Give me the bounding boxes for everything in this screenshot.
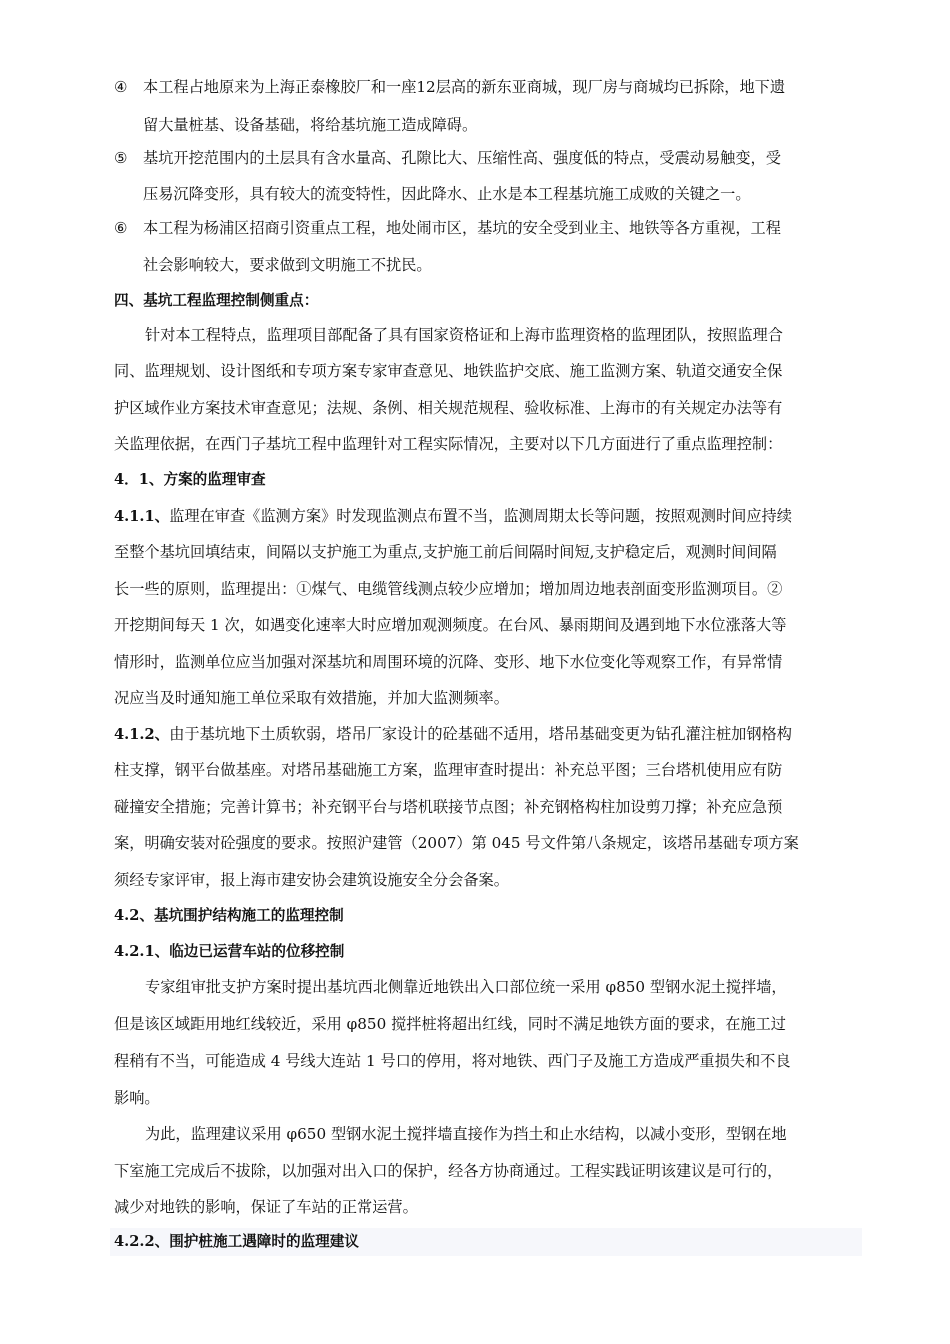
paragraph-label: 4.1.2、 bbox=[114, 726, 170, 743]
paragraph-line: 长一些的原则，监理提出：①煤气、电缆管线测点较少应增加；增加周边地表剖面变形监测项目。② bbox=[114, 580, 783, 598]
item-text-line: 基坑开挖范围内的土层具有含水量高、孔隙比大、压缩性高、强度低的特点，受震动易触变，受 bbox=[143, 149, 781, 167]
paragraph-line: 案，明确安装对砼强度的要求。按照沪建管（2007）第 045 号文件第八条规定，该塔吊基础专项方案 bbox=[114, 834, 799, 852]
item-number: ⑥ bbox=[114, 219, 128, 237]
paragraph-line: 影响。 bbox=[114, 1089, 160, 1107]
paragraph-line: 为此，监理建议采用 φ650 型钢水泥土搅拌墙直接作为挡土和止水结构，以减小变形，型钢在地 bbox=[145, 1125, 787, 1143]
paragraph-line: 关监理依据，在西门子基坑工程中监理针对工程实际情况，主要对以下几方面进行了重点监理控制： bbox=[114, 435, 783, 453]
paragraph-text: 由于基坑地下土质软弱，塔吊厂家设计的砼基础不适用，塔吊基础变更为钻孔灌注桩加钢格构 bbox=[169, 725, 792, 743]
item-text-line: 压易沉降变形，具有较大的流变特性，因此降水、止水是本工程基坑施工成败的关键之一。 bbox=[143, 185, 751, 203]
paragraph-line: 护区域作业方案技术审查意见；法规、条例、相关规范规程、验收标准、上海市的有关规定办法等有 bbox=[114, 399, 783, 417]
paragraph-line: 减少对地铁的影响，保证了车站的正常运营。 bbox=[114, 1198, 418, 1216]
paragraph-line: 专家组审批支护方案时提出基坑西北侧靠近地铁出入口部位统一采用 φ850 型钢水泥土搅拌墙， bbox=[145, 978, 787, 996]
subsection-heading: 4．1、方案的监理审查 bbox=[114, 471, 266, 488]
item-text-line: 留大量桩基、设备基础，将给基坑施工造成障碍。 bbox=[143, 116, 478, 134]
paragraph-line: 况应当及时通知施工单位采取有效措施，并加大监测频率。 bbox=[114, 689, 509, 707]
item-text-line: 本工程占地原来为上海正泰橡胶厂和一座12层高的新东亚商城，现厂房与商城均已拆除，地下遗 bbox=[143, 78, 786, 96]
paragraph-line bbox=[114, 505, 792, 528]
paragraph-line bbox=[114, 723, 792, 746]
item-text-line: 社会影响较大，要求做到文明施工不扰民。 bbox=[143, 256, 432, 274]
paragraph-line: 程稍有不当，可能造成 4 号线大连站 1 号口的停用，将对地铁、西门子及施工方造成严重损失和不良 bbox=[114, 1052, 791, 1070]
paragraph-line: 碰撞安全措施；完善计算书；补充钢平台与塔机联接节点图；补充钢格构柱加设剪刀撑；补充应急预 bbox=[114, 798, 783, 816]
subsection-heading: 4.2.2、围护桩施工遇障时的监理建议 bbox=[114, 1233, 359, 1250]
paragraph-line: 但是该区域距用地红线较近，采用 φ850 搅拌桩将超出红线，同时不满足地铁方面的要求，在施工过 bbox=[114, 1015, 786, 1033]
paragraph-line: 针对本工程特点，监理项目部配备了具有国家资格证和上海市监理资格的监理团队，按照监理合 bbox=[145, 326, 783, 344]
item-number: ⑤ bbox=[114, 149, 128, 167]
subsection-heading: 4.2.1、临边已运营车站的位移控制 bbox=[114, 943, 345, 960]
paragraph-text: 监理在审查《监测方案》时发现监测点布置不当，监测周期太长等问题，按照观测时间应持续 bbox=[169, 507, 792, 525]
item-text-line: 本工程为杨浦区招商引资重点工程，地处闹市区，基坑的安全受到业主、地铁等各方重视，工程 bbox=[143, 219, 781, 237]
subsection-heading: 4.2、基坑围护结构施工的监理控制 bbox=[114, 907, 344, 924]
section-heading: 四、基坑工程监理控制侧重点： bbox=[114, 292, 319, 309]
paragraph-line: 至整个基坑回填结束，间隔以支护施工为重点,支护施工前后间隔时间短,支护稳定后，观测时间间隔 bbox=[114, 543, 777, 561]
paragraph-line: 同、监理规划、设计图纸和专项方案专家审查意见、地铁监护交底、施工监测方案、轨道交通安全保 bbox=[114, 362, 783, 380]
paragraph-line: 下室施工完成后不拔除，以加强对出入口的保护，经各方协商通过。工程实践证明该建议是可行的， bbox=[114, 1162, 783, 1180]
paragraph-line: 情形时，监测单位应当加强对深基坑和周围环境的沉降、变形、地下水位变化等观察工作，有异常情 bbox=[114, 653, 783, 671]
paragraph-line: 须经专家评审，报上海市建安协会建筑设施安全分会备案。 bbox=[114, 871, 509, 889]
paragraph-line: 柱支撑，钢平台做基座。对塔吊基础施工方案，监理审查时提出：补充总平图；三台塔机使用应有防 bbox=[114, 761, 783, 779]
paragraph-label: 4.1.1、 bbox=[114, 508, 170, 525]
paragraph-line: 开挖期间每天 1 次，如遇变化速率大时应增加观测频度。在台风、暴雨期间及遇到地下水位涨落大等 bbox=[114, 616, 787, 634]
item-number: ④ bbox=[114, 78, 128, 96]
